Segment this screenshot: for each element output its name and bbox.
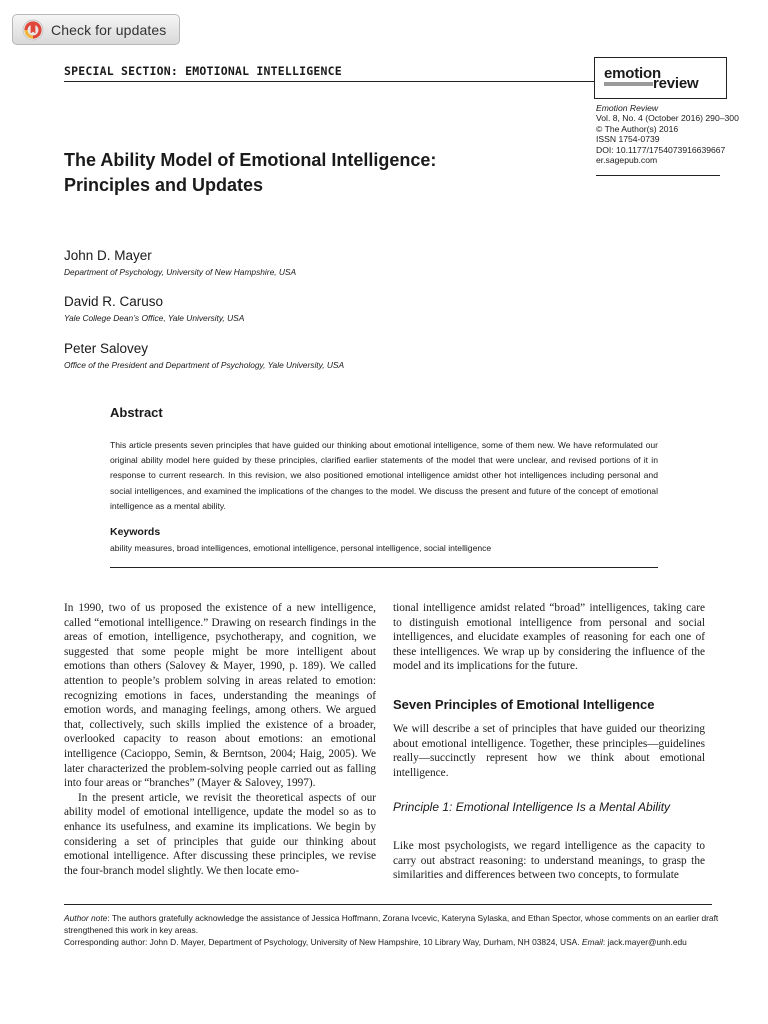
abstract-rule	[110, 567, 658, 568]
abstract-heading: Abstract	[110, 405, 163, 420]
body-paragraph: We will describe a set of principles that have guided our theorizing about emotional intelligence. Together, these principles—guidelines really—succinctly represent how we think about emotional intelligence.	[393, 723, 705, 779]
body-paragraph: tional intelligence amidst related “broad” intelligences, taking care to distinguish emotional intelligence from personal and social intelligences, and elucidate examples of reasoning for each one of these intelligences. We wrap up by considering the influence of the model and its implications for the future.	[393, 602, 705, 673]
author-name: David R. Caruso	[64, 294, 164, 309]
author-name: John D. Mayer	[64, 248, 152, 263]
article-title	[64, 148, 584, 198]
article-title-line-1: The Ability Model of Emotional Intelligence:	[64, 150, 437, 170]
journal-issn: ISSN 1754-0739	[596, 134, 660, 145]
check-for-updates-label: Check for updates	[51, 21, 167, 38]
footnote-rule	[64, 904, 712, 905]
corresponding-author	[64, 936, 724, 948]
body-column-right	[393, 601, 705, 674]
keywords-text: ability measures, broad intelligences, emotional intelligence, personal intelligence, social intelligence	[110, 543, 492, 553]
author-note-text: : The authors gratefully acknowledge the assistance of Jessica Hoffmann, Zorana Ivcevic, Kateryna Sylaska, and Ethan Spector, whose comments on an earlier draft strengthened this work in key areas.	[64, 913, 719, 935]
author-note	[64, 912, 724, 936]
check-for-updates-button[interactable]	[12, 14, 180, 45]
author-note-label: Author note	[64, 913, 108, 923]
author-affiliation: Department of Psychology, University of New Hampshire, USA	[64, 267, 297, 277]
check-for-updates-icon	[22, 19, 44, 41]
journal-logo-word-emotion: emotion	[604, 65, 661, 82]
article-title-line-2: Principles and Updates	[64, 175, 264, 195]
journal-meta	[596, 103, 746, 165]
body-paragraph: In 1990, two of us proposed the existence of a new intelligence, called “emotional intelligence.” Drawing on research findings in the areas of emotion, intelligence, psychotherapy, and cognition, we suggested that some people might be more intelligent about emotions than others (Salovey & Mayer, 1990, p. 189). We called attention to people’s problem solving in areas related to emotion: recognizing emotions in faces, understanding the meanings of emotion words, and managing feelings, among others. We argued that, collectively, such skills implied the existence of a broader, overlooked capacity to reason about emotions: an emotional intelligence (Cacioppo, Semin, & Berntson, 2004; Haig, 2005). We later characterized the problem-solving people carried out as falling into four areas or “branches” (Mayer & Salovey, 1997).	[64, 602, 376, 790]
meta-rule	[596, 175, 720, 176]
body-column-right	[393, 839, 705, 883]
journal-copyright: © The Author(s) 2016	[596, 123, 679, 134]
journal-site[interactable]: er.sagepub.com	[596, 155, 658, 166]
author-affiliation: Office of the President and Department of Psychology, Yale University, USA	[64, 360, 345, 370]
email-address[interactable]: : jack.mayer@unh.edu	[602, 937, 687, 947]
journal-name: Emotion Review	[596, 103, 659, 113]
journal-doi[interactable]: DOI: 10.1177/1754073916639667	[596, 144, 726, 155]
corresponding-author-text: Corresponding author: John D. Mayer, Department of Psychology, University of New Hampshire, 10 Library Way, Durham, NH 03824, USA.	[64, 937, 580, 947]
body-column-left	[64, 601, 376, 878]
section-heading: Seven Principles of Emotional Intelligence	[393, 697, 655, 712]
keywords-heading: Keywords	[110, 526, 161, 538]
author-name: Peter Salovey	[64, 341, 149, 356]
header-rule	[64, 81, 596, 82]
journal-logo-word-review: review	[653, 75, 699, 92]
journal-volume: Vol. 8, No. 4 (October 2016) 290–300	[596, 113, 739, 124]
body-paragraph: Like most psychologists, we regard intelligence as the capacity to carry out abstract reasoning: to understand meanings, to grasp the similarities and differences between two concepts, to formulate	[393, 840, 705, 882]
section-label: SPECIAL SECTION: EMOTIONAL INTELLIGENCE	[64, 64, 342, 78]
subsection-heading: Principle 1: Emotional Intelligence Is a Mental Ability	[393, 800, 671, 814]
journal-logo-bar	[604, 82, 653, 86]
body-paragraph: In the present article, we revisit the theoretical aspects of our ability model of emotional intelligence, update the model so as to enhance its usefulness, and examine its implications. We begin by considering a set of principles that guide our thinking about emotional intelligence. After discussing these principles, we revise the four-branch model slightly. We then locate emo-	[64, 791, 376, 877]
abstract-text: This article presents seven principles that have guided our thinking about emotional intelligence, some of them new. We have reformulated our original ability model here guided by these principles, clarified earlier statements of the model that were unclear, and revised portions of it in response to current research. In this revision, we also positioned emotional intelligence amidst other hot intelligences including personal and social intelligences, and examined the implications of the changes to the model. We discuss the present and future of the concept of emotional intelligence as a mental ability.	[110, 440, 658, 511]
email-label: Email	[581, 937, 603, 947]
body-column-right	[393, 722, 705, 780]
author-affiliation: Yale College Dean’s Office, Yale University, USA	[64, 313, 245, 323]
